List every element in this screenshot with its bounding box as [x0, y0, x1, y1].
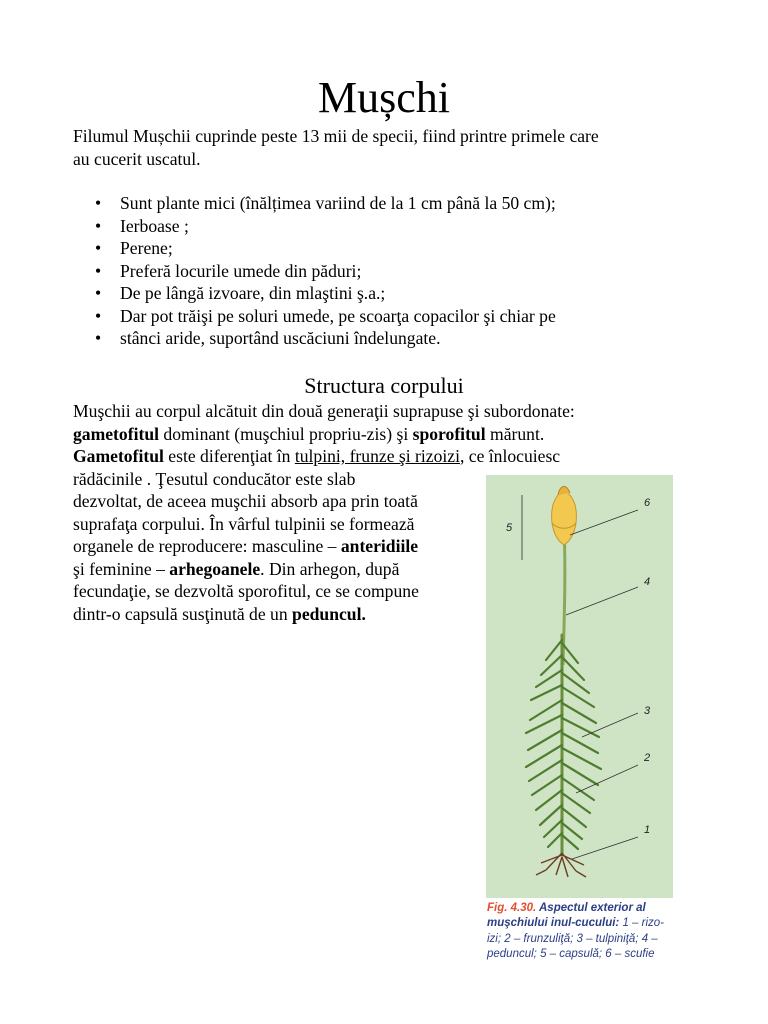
text-run: dintr-o capsulă susţinută de un [73, 603, 293, 624]
text-run: şi feminine – [73, 558, 170, 579]
list-item: • Ierboase ; [95, 215, 556, 238]
page-title: Mușchi [318, 73, 450, 122]
leafy-stem [526, 635, 601, 855]
characteristics-list [95, 192, 556, 350]
term-gametofitul: gametofitul [73, 423, 159, 444]
body-line-4: rădăcinile . Ţesutul conducător este slab [73, 468, 356, 489]
body-line-8 [73, 558, 399, 581]
text-run: dominant (muşchiul propriu-zis) şi [159, 423, 413, 444]
label-4: 4 [644, 576, 651, 588]
label-6: 6 [644, 497, 651, 509]
term-sporofitul: sporofitul [412, 423, 486, 444]
caption-text: Aspectul exterior al [536, 902, 646, 914]
text-run: , ce înlocuiesc [459, 446, 561, 466]
moss-illustration [486, 475, 673, 898]
term-anteridiile: anteridiile [340, 536, 419, 556]
caption-text: izi; 2 – frunzuliţă; 3 – tulpiniţă; 4 – [487, 932, 658, 945]
text-run: organele de reproducere: masculine – [73, 536, 341, 556]
figure-caption [487, 901, 687, 962]
label-5: 5 [506, 522, 513, 534]
body-line-5: dezvoltat, de aceea muşchii absorb apa prin toată [73, 491, 418, 511]
text-run: mărunt. [485, 423, 545, 444]
label-1: 1 [644, 824, 651, 836]
body-line-7 [73, 535, 418, 558]
text-run: . Din arhegon, după [260, 558, 400, 579]
term-peduncul: peduncul. [292, 603, 366, 624]
term-gametofitul-2: Gametofitul [73, 446, 164, 466]
figure-number: Fig. 4.30. [487, 902, 537, 914]
capsule [552, 490, 577, 545]
label-2: 2 [644, 752, 651, 764]
body-line-2 [73, 423, 544, 446]
intro-line-2: au cucerit uscatul. [73, 148, 201, 169]
moss-plant-drawing [486, 475, 673, 898]
body-line-1: Muşchii au corpul alcătuit din două generaţii suprapuse şi subordonate: [73, 401, 575, 421]
body-line-6: suprafaţa corpului. În vârful tulpinii se formează [73, 513, 415, 534]
list-item: • Sunt plante mici (înălțimea variind de la 1 cm până la 50 cm); [95, 192, 556, 215]
intro-line-1: Filumul Mușchii cuprinde peste 13 mii de specii, fiind printre primele care [73, 126, 599, 146]
text-run: este diferenţiat în [163, 446, 295, 466]
list-item: • Perene; [95, 237, 556, 260]
intro-paragraph [73, 125, 703, 170]
list-item: • stânci aride, suportând uscăciuni îndelungate. [95, 327, 556, 350]
list-item: • De pe lângă izvoare, din mlaştini ş.a.; [95, 282, 556, 305]
caption-text: muşchiului inul-cucului: [487, 917, 620, 930]
caption-text: 1 – rizo- [619, 917, 664, 930]
term-arhegoanele: arhegoanele [169, 558, 261, 579]
underlined-organs: tulpini, frunze şi rizoizi [294, 446, 460, 466]
label-3: 3 [644, 705, 651, 717]
caption-text: peduncul; 5 – capsulă; 6 – scufie [487, 947, 655, 960]
section-heading: Structura corpului [304, 373, 464, 398]
body-line-9: fecundaţie, se dezvoltă sporofitul, ce se compune [73, 581, 419, 601]
body-line-3 [73, 445, 560, 468]
body-line-10 [73, 603, 366, 626]
list-item: • Dar pot trăişi pe soluri umede, pe scoarţa copacilor şi chiar pe [95, 305, 556, 328]
list-item: • Preferă locurile umede din păduri; [95, 260, 556, 283]
